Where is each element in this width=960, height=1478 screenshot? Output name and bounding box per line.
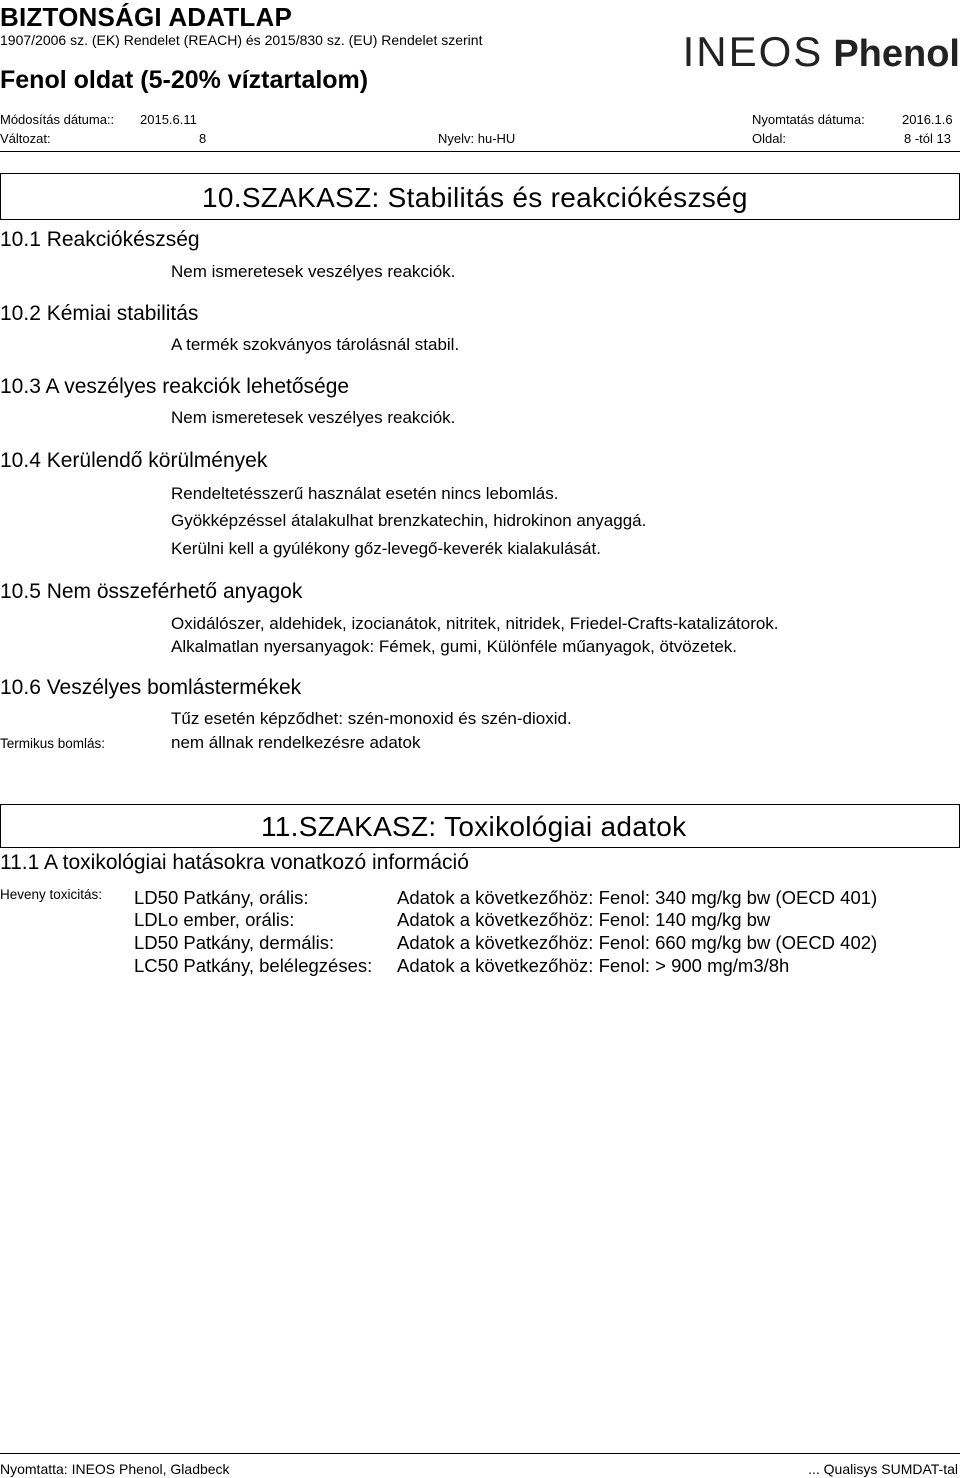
section10-title-box	[0, 173, 960, 220]
version-label: Változat:	[0, 131, 51, 146]
s10-5-heading: 10.5 Nem összeférhető anyagok	[0, 580, 303, 603]
footer-printed-by: Nyomtatta: INEOS Phenol, Gladbeck	[0, 1461, 230, 1477]
modified-label: Módosítás dátuma::	[0, 112, 115, 127]
logo-phenol-text: Phenol	[833, 33, 960, 75]
tox-test: LD50 Patkány, dermális:	[134, 932, 335, 953]
page-value: 8 -tól 13	[904, 131, 951, 146]
header-divider	[0, 151, 960, 152]
product-name: Fenol oldat (5-20% víztartalom)	[0, 66, 369, 94]
printed-value: 2016.1.6	[902, 112, 953, 127]
thermal-decomposition-label: Termikus bomlás:	[0, 736, 106, 751]
tox-result: Adatok a következőhöz: Fenol: 340 mg/kg bw (OECD 401)	[397, 887, 878, 908]
tox-test: LD50 Patkány, orális:	[134, 887, 309, 908]
thermal-decomposition-value: nem állnak rendelkezésre adatok	[171, 733, 421, 752]
acute-toxicity-label: Heveny toxicitás:	[0, 887, 103, 902]
footer-divider	[0, 1453, 960, 1454]
logo-ineos-text: INEOS	[682, 28, 824, 75]
s10-1-text: Nem ismeretesek veszélyes reakciók.	[171, 262, 456, 281]
tox-result: Adatok a következőhöz: Fenol: > 900 mg/m3/8h	[397, 955, 790, 976]
tox-result: Adatok a következőhöz: Fenol: 140 mg/kg bw	[397, 909, 771, 930]
s10-2-text: A termék szokványos tárolásnál stabil.	[171, 335, 460, 354]
section10-title: 10.SZAKASZ: Stabilitás és reakciókészség	[202, 182, 748, 213]
printed-label: Nyomtatás dátuma:	[752, 112, 865, 127]
s10-6-heading: 10.6 Veszélyes bomlástermékek	[0, 676, 302, 699]
footer-software: ... Qualisys SUMDAT-tal	[808, 1461, 958, 1477]
s10-4-heading: 10.4 Kerülendő körülmények	[0, 449, 268, 472]
version-value: 8	[199, 131, 207, 146]
tox-test: LDLo ember, orális:	[134, 909, 295, 930]
regulation-line: 1907/2006 sz. (EK) Rendelet (REACH) és 2015/830 sz. (EU) Rendelet szerint	[0, 32, 483, 48]
s10-5-line: Alkalmatlan nyersanyagok: Fémek, gumi, Különféle műanyagok, ötvözetek.	[171, 637, 738, 656]
s10-5-line: Oxidálószer, aldehidek, izocianátok, nitritek, nitridek, Friedel-Crafts-katalizátorok.	[171, 614, 779, 633]
language: Nyelv: hu-HU	[438, 131, 516, 146]
s11-1-heading: 11.1 A toxikológiai hatásokra vonatkozó információ	[0, 851, 469, 874]
section11-title: 11.SZAKASZ: Toxikológiai adatok	[261, 811, 687, 842]
tox-test: LC50 Patkány, belélegzéses:	[134, 955, 373, 976]
s10-1-heading: 10.1 Reakciókészség	[0, 228, 200, 251]
s10-3-heading: 10.3 A veszélyes reakciók lehetősége	[0, 375, 350, 398]
s10-2-heading: 10.2 Kémiai stabilitás	[0, 302, 199, 325]
s10-6-line: Tűz esetén képződhet: szén-monoxid és szén-dioxid.	[171, 709, 572, 728]
page-label: Oldal:	[752, 131, 786, 146]
s10-4-line: Gyökképzéssel átalakulhat brenzkatechin, hidrokinon anyaggá.	[171, 511, 647, 530]
tox-result: Adatok a következőhöz: Fenol: 660 mg/kg bw (OECD 402)	[397, 932, 878, 953]
s10-4-line: Kerülni kell a gyúlékony gőz-levegő-keverék kialakulását.	[171, 539, 601, 558]
s10-4-line: Rendeltetésszerű használat esetén nincs lebomlás.	[171, 484, 559, 503]
modified-value: 2015.6.11	[140, 112, 197, 127]
document-title: BIZTONSÁGI ADATLAP	[0, 2, 292, 32]
s10-3-text: Nem ismeretesek veszélyes reakciók.	[171, 408, 456, 427]
ineos-phenol-logo	[683, 28, 960, 76]
section11-title-box	[0, 804, 960, 848]
